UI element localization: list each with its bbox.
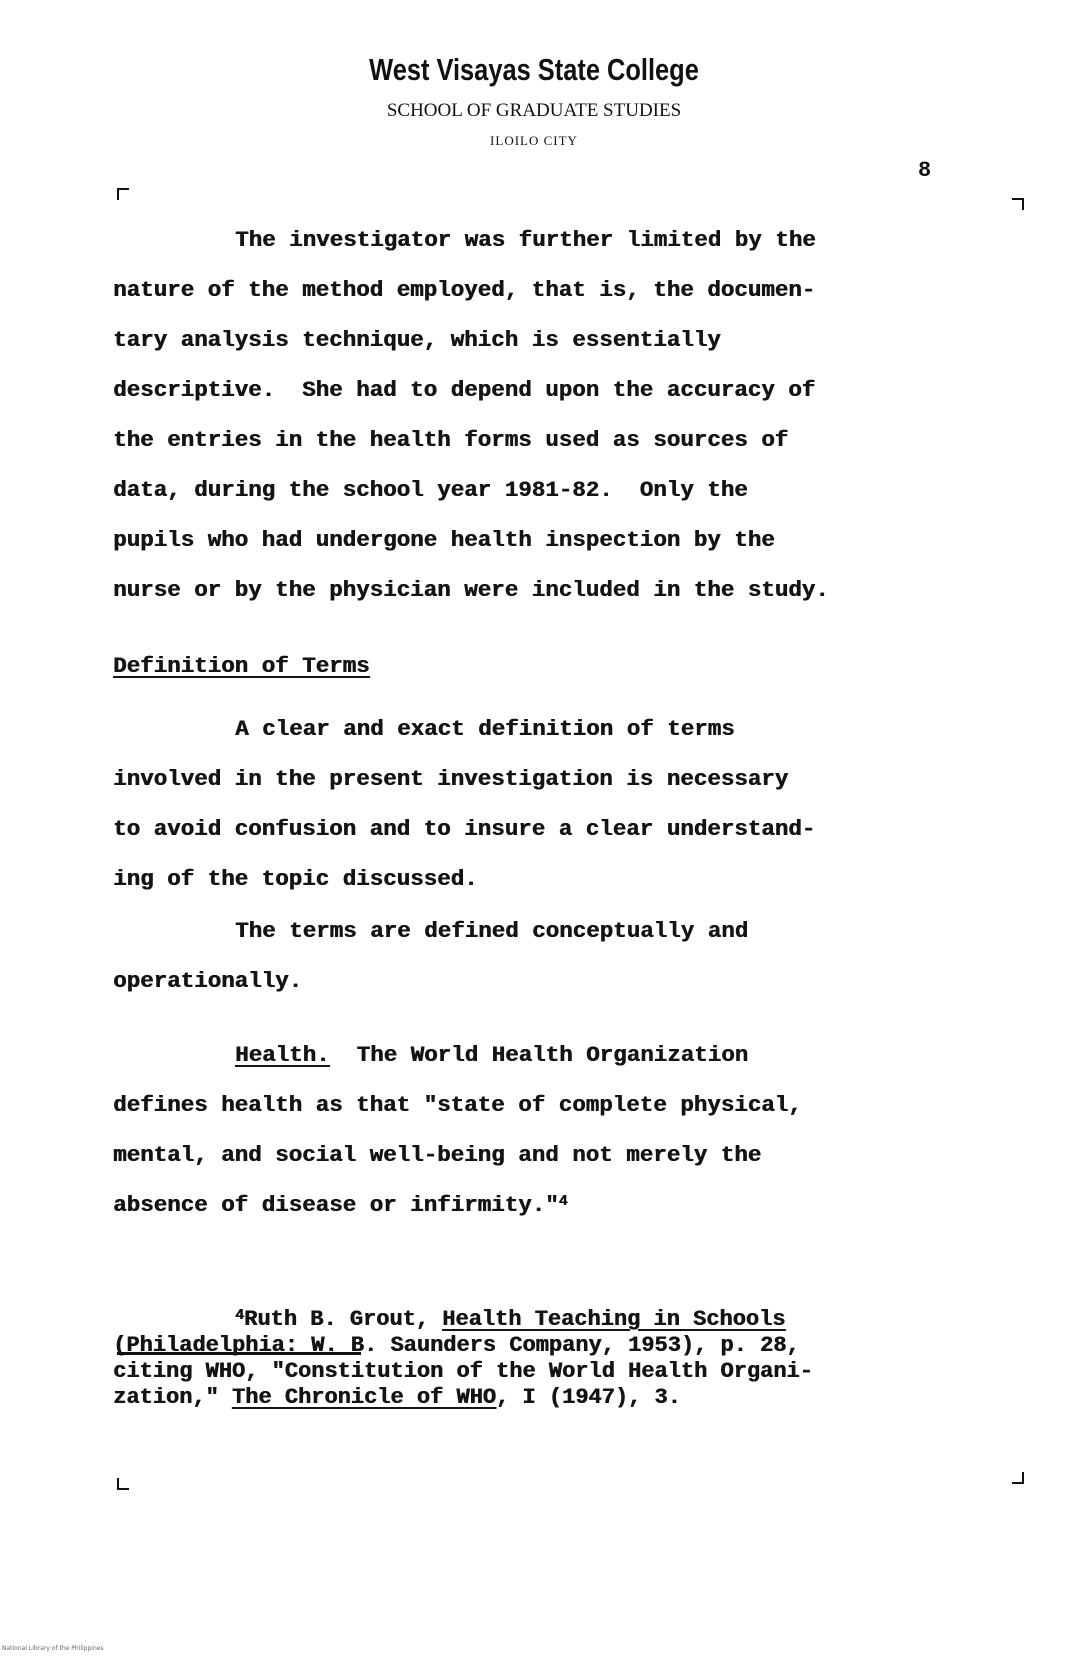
text-line: A clear and exact definition of terms <box>235 716 735 742</box>
city-name: ILOILO CITY <box>490 133 578 148</box>
page-number: 8 <box>918 158 932 183</box>
text-line: The investigator was further limited by the <box>235 227 816 253</box>
health-line-4: absence of disease or infirmity." <box>113 1192 559 1218</box>
footnote-line: (Philadelphia: W. B. Saunders Company, 1953), p. 28, <box>113 1333 800 1358</box>
text-line: involved in the present investigation is necessary <box>113 766 789 792</box>
text-line: ing of the topic discussed. <box>113 866 478 892</box>
text-line: The terms are defined conceptually and <box>235 918 749 944</box>
text-line: descriptive. She had to depend upon the accuracy of <box>113 377 816 403</box>
text-line: operationally. <box>113 968 303 994</box>
section-heading: Definition of Terms <box>113 653 370 679</box>
footnote-reference: 4 <box>558 1193 568 1210</box>
text-line <box>235 1042 748 1068</box>
scan-footer: National Library of the Philippines <box>2 1645 104 1652</box>
text-line: tary analysis technique, which is essentially <box>113 327 721 353</box>
text-line: pupils who had undergone health inspection by the <box>113 527 775 553</box>
text-line: mental, and social well-being and not merely the <box>113 1142 762 1168</box>
crop-mark-bottom-right <box>1012 1472 1024 1484</box>
school-name: SCHOOL OF GRADUATE STUDIES <box>386 100 682 121</box>
text-line: defines health as that "state of complete physical, <box>113 1092 802 1118</box>
text-line <box>113 1192 568 1218</box>
footnote-line <box>113 1385 681 1410</box>
crop-mark-bottom-left <box>117 1478 129 1490</box>
crop-mark-top-right <box>1012 198 1024 210</box>
text-line: nature of the method employed, that is, the documen- <box>113 277 816 303</box>
footnote-line-4-end: , I (1947), 3. <box>495 1385 681 1410</box>
text-line: to avoid confusion and to insure a clear understand- <box>113 816 816 842</box>
footnote-book-title: Health Teaching in Schools <box>442 1307 786 1332</box>
term-health: Health. <box>235 1042 330 1068</box>
footnote-line: citing WHO, "Constitution of the World Health Organi- <box>113 1359 813 1384</box>
footnote-line <box>235 1307 785 1332</box>
crop-mark-top-left <box>117 188 129 200</box>
text-line: nurse or by the physician were included in the study. <box>113 577 829 603</box>
footnote-line-4-start: zation," <box>113 1385 232 1410</box>
footnote-marker: 4 <box>235 1307 245 1324</box>
institution-name: West Visayas State College <box>369 52 699 87</box>
footnote-journal-title: The Chronicle of WHO <box>231 1385 496 1410</box>
text-line: data, during the school year 1981-82. Only the <box>113 477 748 503</box>
health-line-1: The World Health Organization <box>329 1042 749 1068</box>
footnote-author: Ruth B. Grout, <box>244 1307 443 1332</box>
text-line: the entries in the health forms used as sources of <box>113 427 789 453</box>
